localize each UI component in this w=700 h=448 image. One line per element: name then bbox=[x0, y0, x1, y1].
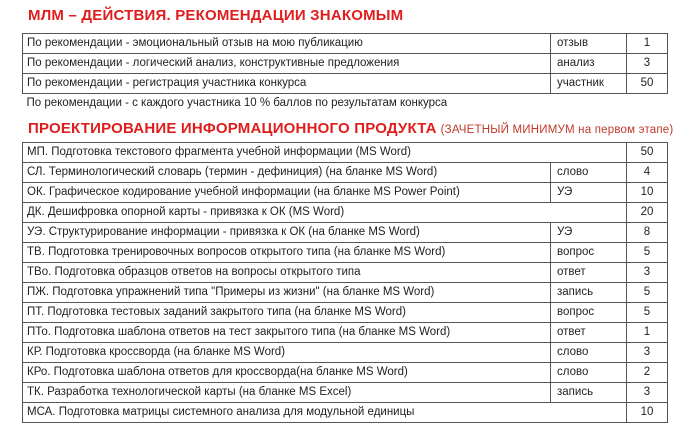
row-unit: вопрос bbox=[551, 303, 627, 323]
row-value: 8 bbox=[627, 223, 668, 243]
row-unit: УЭ bbox=[551, 223, 627, 243]
row-value: 50 bbox=[627, 143, 668, 163]
table-row bbox=[23, 54, 668, 74]
row-unit: ответ bbox=[551, 323, 627, 343]
table-row bbox=[23, 163, 668, 183]
row-description: УЭ. Структурирование информации - привязка к ОК (на бланке MS Word) bbox=[23, 223, 551, 243]
table-row bbox=[23, 183, 668, 203]
row-unit: отзыв bbox=[551, 34, 627, 54]
table-row bbox=[23, 323, 668, 343]
row-unit: ответ bbox=[551, 263, 627, 283]
row-value: 3 bbox=[627, 343, 668, 363]
row-description: МСА. Подготовка матрицы системного анализа для модульной единицы bbox=[23, 403, 627, 423]
section2-note: (ЗАЧЕТНЫЙ МИНИМУМ на первом этапе) bbox=[440, 124, 674, 136]
row-description: КР. Подготовка кроссворда (на бланке MS Word) bbox=[23, 343, 551, 363]
row-value: 3 bbox=[627, 383, 668, 403]
row-description: ПЖ. Подготовка упражнений типа "Примеры из жизни" (на бланке MS Word) bbox=[23, 283, 551, 303]
row-description: ПТо. Подготовка шаблона ответов на тест закрытого типа (на бланке MS Word) bbox=[23, 323, 551, 343]
row-description: По рекомендации - с каждого участника 10 % баллов по результатам конкурса bbox=[23, 94, 668, 114]
row-unit: слово bbox=[551, 343, 627, 363]
section2-heading bbox=[28, 120, 673, 137]
table-row bbox=[23, 283, 668, 303]
row-value: 5 bbox=[627, 283, 668, 303]
table-row bbox=[23, 383, 668, 403]
table-row bbox=[23, 34, 668, 54]
table-row bbox=[23, 403, 668, 423]
row-unit: слово bbox=[551, 163, 627, 183]
row-unit: запись bbox=[551, 283, 627, 303]
section2-title: ПРОЕКТИРОВАНИЕ ИНФОРМАЦИОННОГО ПРОДУКТА bbox=[28, 120, 437, 137]
row-value: 1 bbox=[627, 323, 668, 343]
table-row bbox=[23, 243, 668, 263]
row-unit: участник bbox=[551, 74, 627, 94]
row-description: ДК. Дешифровка опорной карты - привязка к ОК (MS Word) bbox=[23, 203, 627, 223]
row-value: 3 bbox=[627, 54, 668, 74]
table-row bbox=[23, 143, 668, 163]
row-unit: вопрос bbox=[551, 243, 627, 263]
recommendations-table bbox=[22, 33, 668, 113]
row-value: 5 bbox=[627, 243, 668, 263]
table-row bbox=[23, 343, 668, 363]
row-value: 10 bbox=[627, 183, 668, 203]
row-value: 1 bbox=[627, 34, 668, 54]
row-description: По рекомендации - логический анализ, конструктивные предложения bbox=[23, 54, 551, 74]
row-description: По рекомендации - регистрация участника конкурса bbox=[23, 74, 551, 94]
row-unit: УЭ bbox=[551, 183, 627, 203]
row-unit: запись bbox=[551, 383, 627, 403]
row-description: СЛ. Терминологический словарь (термин - дефиниция) (на бланке MS Word) bbox=[23, 163, 551, 183]
section1-title: МЛМ – ДЕЙСТВИЯ. РЕКОМЕНДАЦИИ ЗНАКОМЫМ bbox=[28, 7, 404, 24]
row-description: ТК. Разработка технологической карты (на бланке MS Excel) bbox=[23, 383, 551, 403]
table-row bbox=[23, 94, 668, 114]
info-product-table bbox=[22, 142, 668, 423]
row-value: 50 bbox=[627, 74, 668, 94]
table-row bbox=[23, 223, 668, 243]
row-description: ТВ. Подготовка тренировочных вопросов открытого типа (на бланке MS Word) bbox=[23, 243, 551, 263]
row-description: ПТ. Подготовка тестовых заданий закрытого типа (на бланке MS Word) bbox=[23, 303, 551, 323]
row-value: 2 bbox=[627, 363, 668, 383]
table-row bbox=[23, 303, 668, 323]
row-description: МП. Подготовка текстового фрагмента учебной информации (MS Word) bbox=[23, 143, 627, 163]
table-row bbox=[23, 363, 668, 383]
table-row bbox=[23, 263, 668, 283]
row-value: 3 bbox=[627, 263, 668, 283]
row-value: 20 bbox=[627, 203, 668, 223]
row-description: ОК. Графическое кодирование учебной информации (на бланке MS Power Point) bbox=[23, 183, 551, 203]
row-description: ТВо. Подготовка образцов ответов на вопросы открытого типа bbox=[23, 263, 551, 283]
row-description: КРо. Подготовка шаблона ответов для кроссворда(на бланке MS Word) bbox=[23, 363, 551, 383]
row-unit: слово bbox=[551, 363, 627, 383]
row-value: 10 bbox=[627, 403, 668, 423]
row-value: 4 bbox=[627, 163, 668, 183]
row-unit: анализ bbox=[551, 54, 627, 74]
table-row bbox=[23, 203, 668, 223]
row-description: По рекомендации - эмоциональный отзыв на мою публикацию bbox=[23, 34, 551, 54]
table-row bbox=[23, 74, 668, 94]
row-value: 5 bbox=[627, 303, 668, 323]
